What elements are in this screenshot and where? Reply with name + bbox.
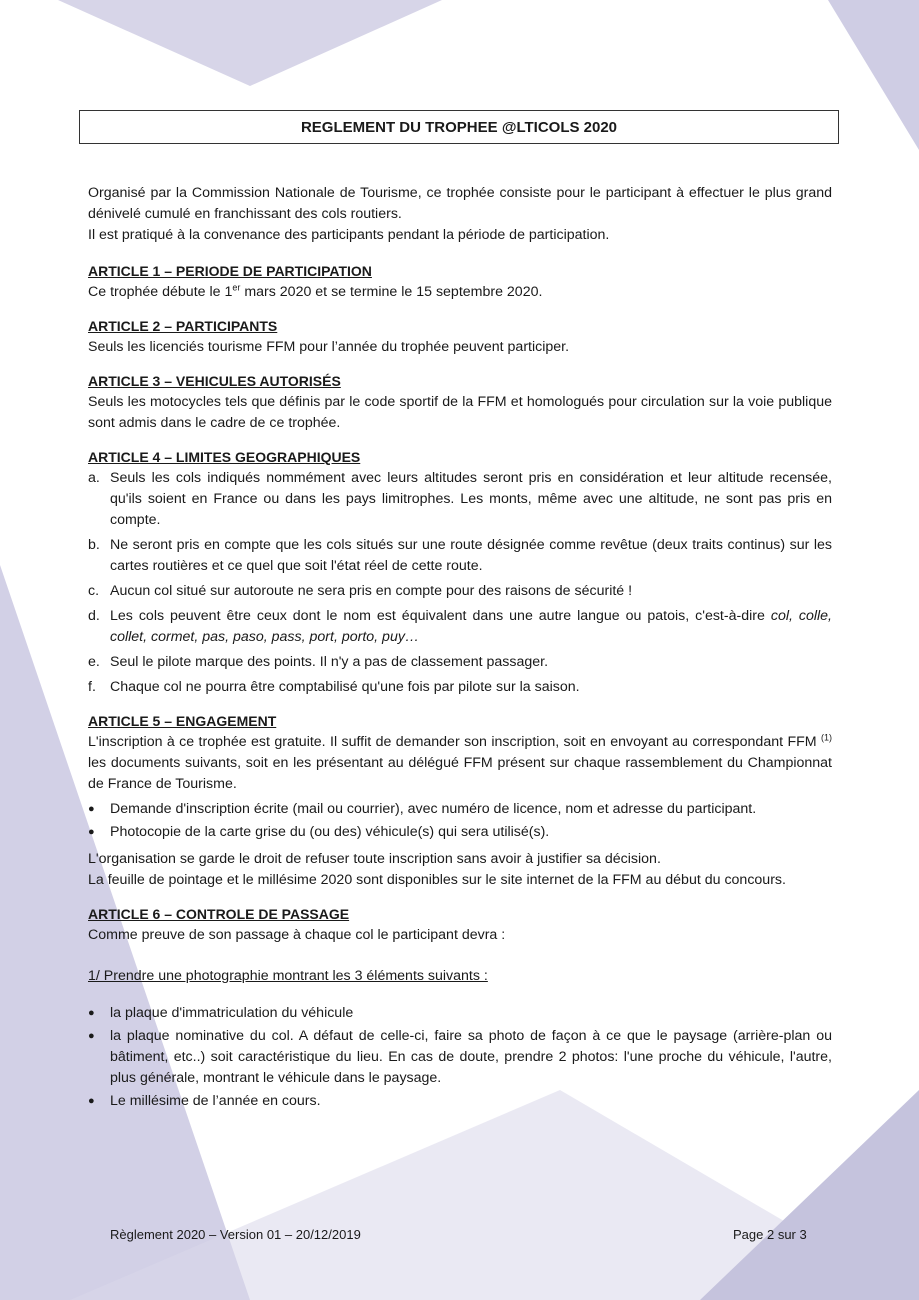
list-item-text: Seul le pilote marque des points. Il n'y a pas de classement passager. [110, 654, 549, 670]
list-item-text: Le millésime de l’année en cours. [110, 1093, 321, 1109]
list-item [88, 677, 832, 698]
list-item-text: Seuls les cols indiqués nommément avec leurs altitudes seront pris en considération et leur altitude recensée, qu'ils soient en France ou dans les pays limitrophes. Les monts, même avec une altitude, ne sont pas pris en compte. [110, 470, 832, 528]
article-1-text-start: Ce trophée débute le 1 [88, 284, 233, 300]
intro-paragraph-2: Il est pratiqué à la convenance des participants pendant la période de participation. [88, 227, 610, 243]
bullet-icon: ● [88, 826, 95, 838]
list-item-text: Demande d'inscription écrite (mail ou courrier), avec numéro de licence, nom et adresse du participant. [110, 801, 757, 817]
bullet-icon: ● [88, 1030, 95, 1042]
article-5-paragraph-3: La feuille de pointage et le millésime 2020 sont disponibles sur le site internet de la FFM au début du concours. [88, 872, 786, 888]
article-5-text-end: les documents suivants, soit en les présentant au délégué FFM présent sur chaque rassemblement du Championnat de France de Tourisme. [88, 755, 832, 792]
article-4-section [88, 447, 832, 698]
article-4-list [88, 468, 832, 698]
list-marker: d. [88, 608, 100, 624]
list-marker: b. [88, 537, 100, 553]
article-6-bullet-list [88, 1003, 832, 1112]
list-item-italic-text: col, colle, collet, cormet, pas, paso, pass, port, porto, puy… [110, 608, 832, 645]
list-item-text: Chaque col ne pourra être comptabilisé qu'une fois par pilote sur la saison. [110, 679, 580, 695]
footer-version: Règlement 2020 – Version 01 – 20/12/2019 [110, 1227, 361, 1242]
list-item [88, 581, 832, 602]
article-2-section [88, 316, 832, 358]
article-2-heading: ARTICLE 2 – PARTICIPANTS [88, 318, 278, 334]
article-5-text-start: L'inscription à ce trophée est gratuite. Il suffit de demander son inscription, soit en envoyant au correspondant FFM [88, 734, 821, 750]
article-5-paragraph-2: L'organisation se garde le droit de refuser toute inscription sans avoir à justifier sa décision. [88, 851, 661, 867]
list-item [88, 1003, 832, 1024]
article-2-text: Seuls les licenciés tourisme FFM pour l’année du trophée peuvent participer. [88, 339, 570, 355]
article-1-text-end: mars 2020 et se termine le 15 septembre 2020. [240, 284, 543, 300]
list-item [88, 468, 832, 531]
article-1-heading: ARTICLE 1 – PERIODE DE PARTICIPATION [88, 263, 372, 279]
article-5-paragraph-1 [88, 732, 832, 795]
list-marker: f. [88, 679, 96, 695]
footer-page-number: Page 2 sur 3 [733, 1227, 807, 1242]
article-3-text: Seuls les motocycles tels que définis par le code sportif de la FFM et homologués pour circulation sur la voie publique sont admis dans le cadre de ce trophée. [88, 394, 832, 431]
list-item [88, 1091, 832, 1112]
bullet-icon: ● [88, 1007, 95, 1019]
article-1-text [88, 282, 832, 303]
article-3-heading: ARTICLE 3 – VEHICULES AUTORISÉS [88, 373, 341, 389]
list-item [88, 822, 832, 843]
article-1-section [88, 261, 832, 303]
article-4-heading: ARTICLE 4 – LIMITES GEOGRAPHIQUES [88, 449, 361, 465]
intro-paragraph-1: Organisé par la Commission Nationale de Tourisme, ce trophée consiste pour le participant à effectuer le plus grand dénivelé cumulé en franchissant des cols routiers. [88, 185, 832, 222]
list-item [88, 606, 832, 648]
bullet-icon: ● [88, 1095, 95, 1107]
article-5-heading: ARTICLE 5 – ENGAGEMENT [88, 713, 277, 729]
document-title: REGLEMENT DU TROPHEE @LTICOLS 2020 [79, 110, 839, 144]
list-item-text: la plaque d'immatriculation du véhicule [110, 1005, 354, 1021]
article-3-section [88, 371, 832, 434]
list-item-text: Les cols peuvent être ceux dont le nom est équivalent dans une autre langue ou patois, c'est-à-dire [110, 608, 771, 624]
article-6-subheading: 1/ Prendre une photographie montrant les 3 éléments suivants : [88, 968, 488, 984]
article-1-superscript: er [232, 282, 241, 293]
document-body [88, 183, 832, 1125]
article-6-section [88, 904, 832, 1112]
list-item-text: Photocopie de la carte grise du (ou des) véhicule(s) qui sera utilisé(s). [110, 824, 550, 840]
article-5-bullet-list [88, 799, 832, 843]
list-item [88, 652, 832, 673]
article-6-text: Comme preuve de son passage à chaque col le participant devra : [88, 927, 506, 943]
bullet-icon: ● [88, 803, 95, 815]
list-item [88, 1026, 832, 1089]
list-item [88, 799, 832, 820]
list-marker: c. [88, 583, 100, 599]
list-item [88, 535, 832, 577]
intro-section [88, 183, 832, 246]
list-marker: e. [88, 654, 100, 670]
list-item-text: Aucun col situé sur autoroute ne sera pris en compte pour des raisons de sécurité ! [110, 583, 633, 599]
footnote-reference: (1) [821, 732, 832, 743]
article-5-section [88, 711, 832, 891]
list-item-text: la plaque nominative du col. A défaut de celle-ci, faire sa photo de façon à ce que le paysage (arrière-plan ou bâtiment, etc..) soit caractéristique du lieu. En cas de doute, prendre 2 photos: l'une proche du véhicule, l'autre, plus générale, montrant le véhicule dans le paysage. [110, 1028, 832, 1086]
list-item-text: Ne seront pris en compte que les cols situés sur une route désignée comme revêtue (deux traits continus) sur les cartes routières et ce quel que soit l'état réel de cette route. [110, 537, 832, 574]
article-6-heading: ARTICLE 6 – CONTROLE DE PASSAGE [88, 906, 350, 922]
list-marker: a. [88, 470, 100, 486]
